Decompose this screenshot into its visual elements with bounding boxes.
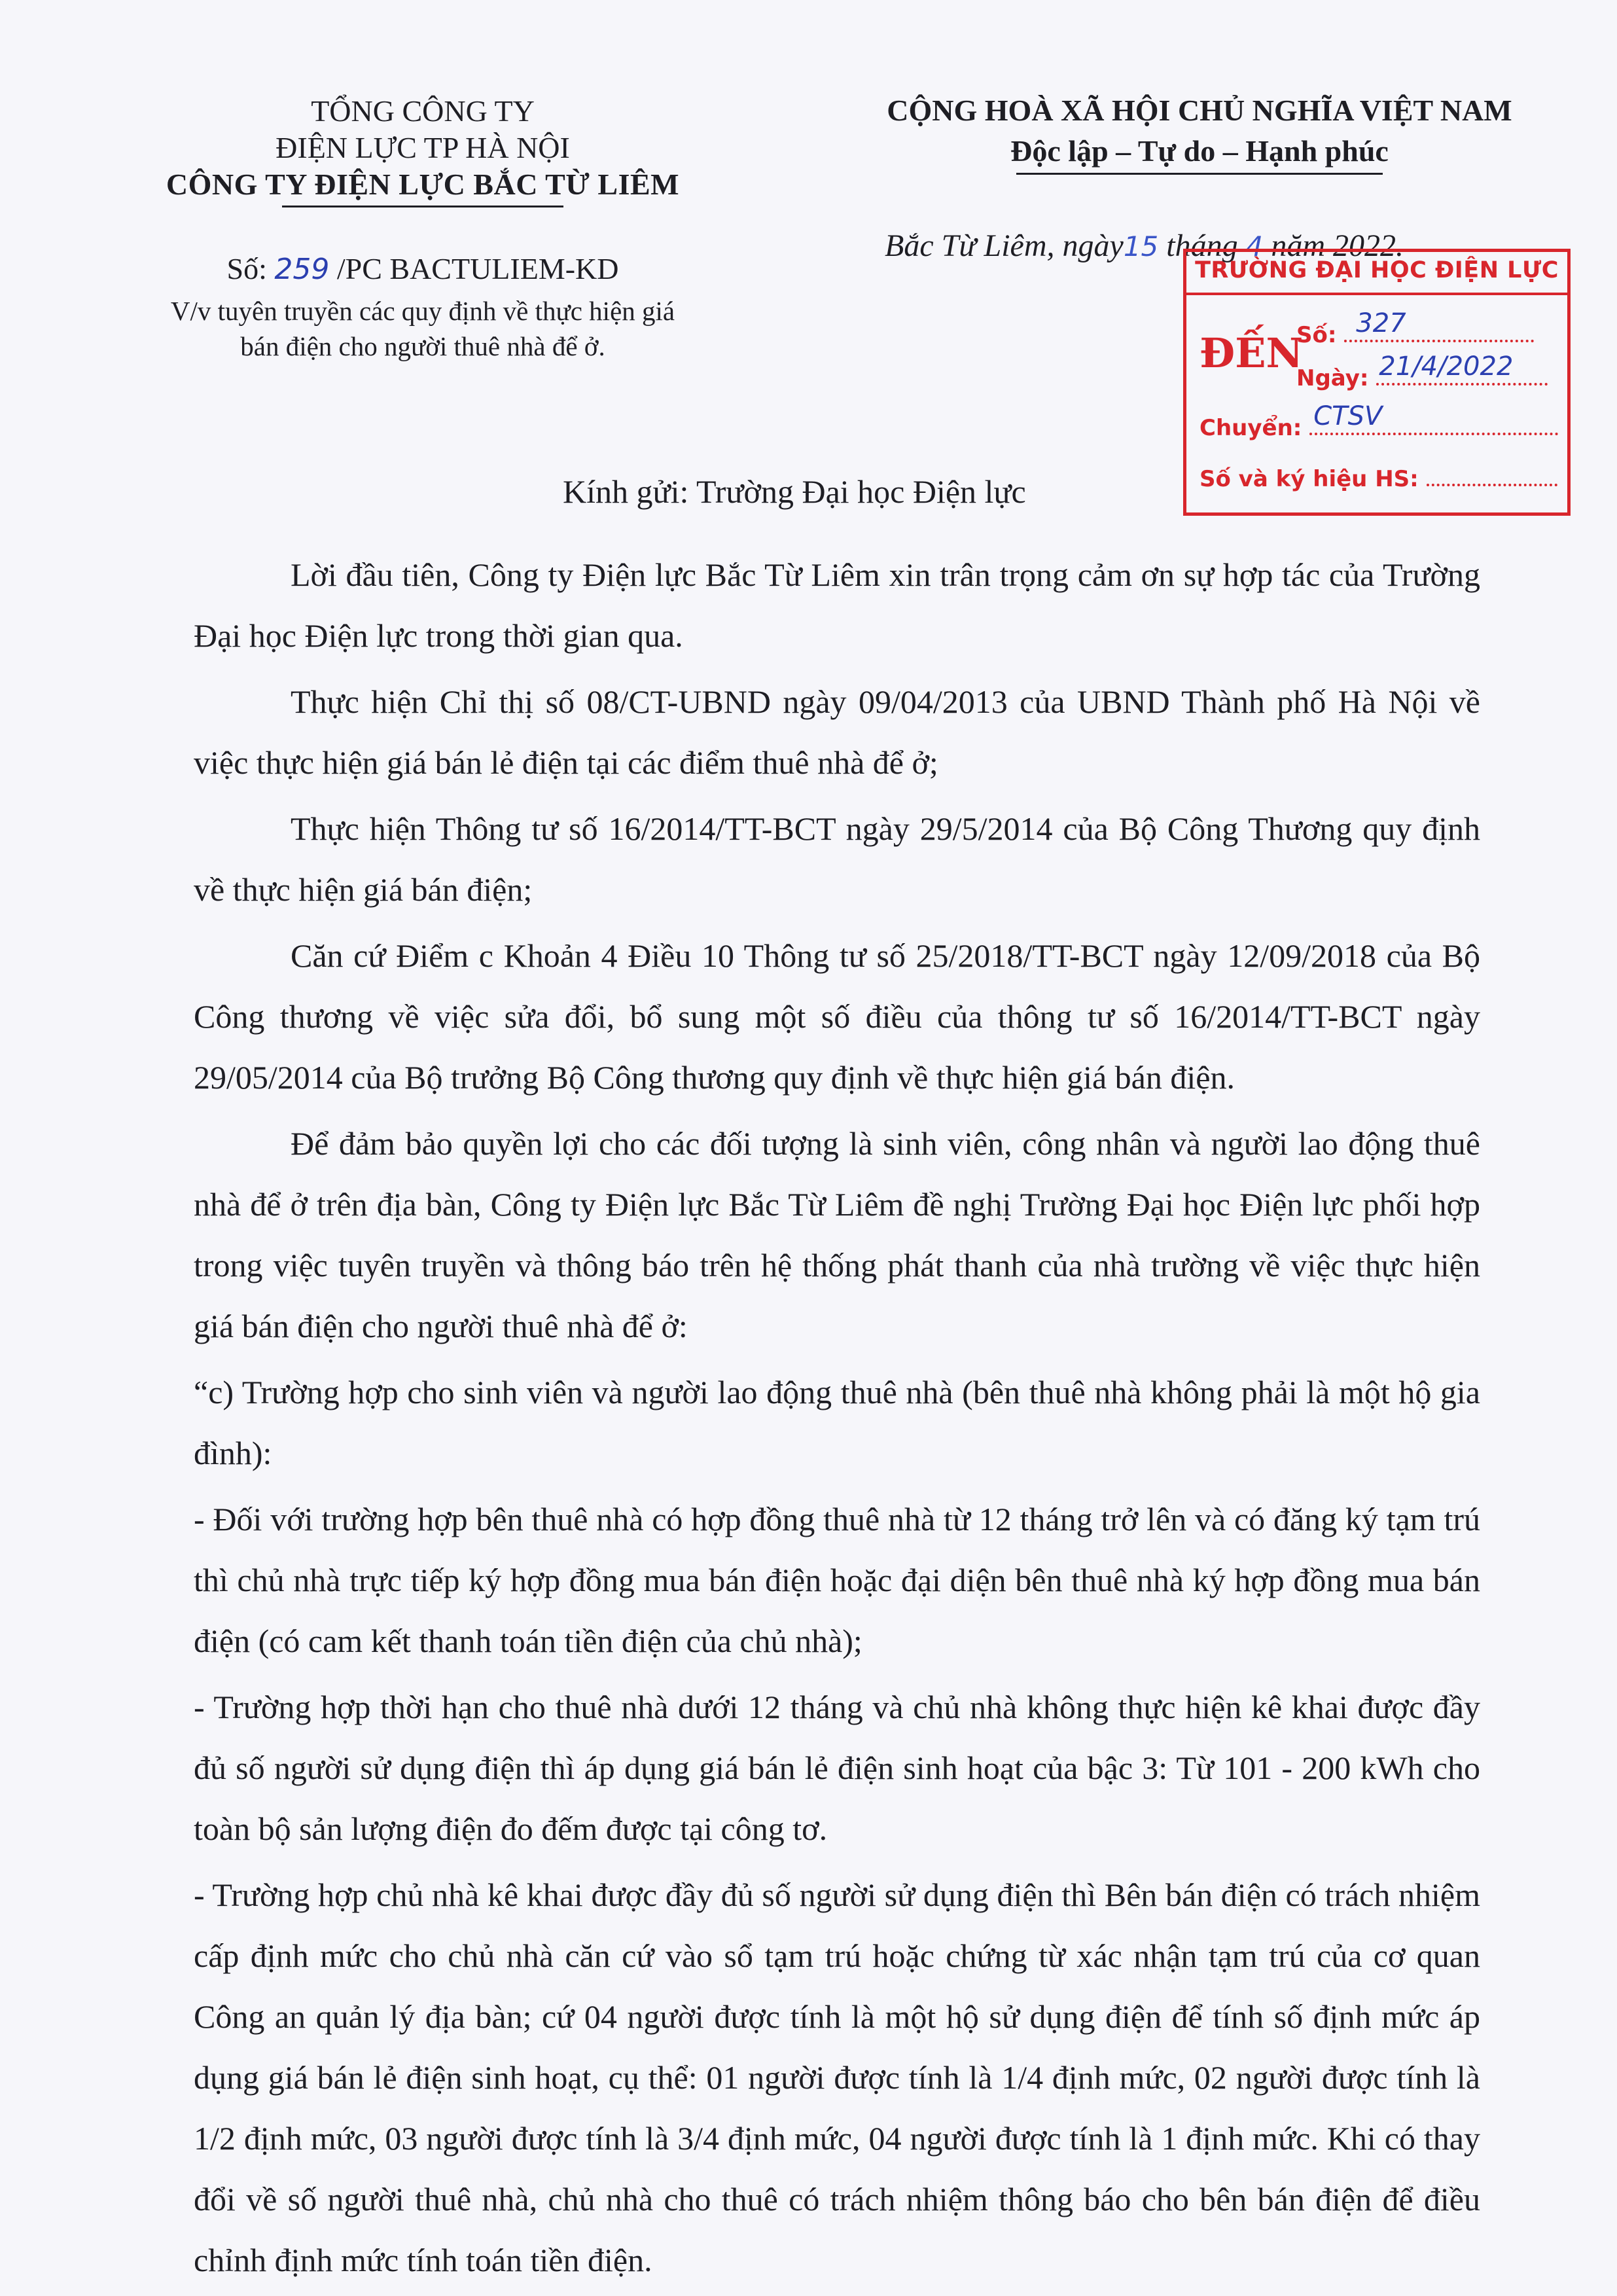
doc-number-handwritten: 259 bbox=[274, 253, 330, 286]
stamp-den: ĐẾN bbox=[1199, 329, 1304, 377]
stamp-hs-label: Số và ký hiệu HS: bbox=[1199, 466, 1419, 492]
subject-line-2: bán điện cho người thuê nhà để ở. bbox=[240, 331, 605, 361]
paragraph: Thực hiện Chỉ thị số 08/CT-UBND ngày 09/04/2013 của UBND Thành phố Hà Nội về việc thực hiện giá bán lẻ điện tại các điểm thuê nhà để ở; bbox=[194, 683, 1480, 781]
stamp-chuyen-label: Chuyển: bbox=[1199, 415, 1302, 441]
date-year: năm 2022. bbox=[1263, 228, 1404, 263]
stamp-so-value: 327 bbox=[1356, 308, 1406, 338]
stamp-chuyen-dots bbox=[1309, 401, 1558, 435]
national-motto: Độc lập – Tự do – Hạnh phúc bbox=[1010, 134, 1389, 168]
received-stamp bbox=[1183, 249, 1571, 516]
national-header bbox=[836, 90, 1563, 175]
national-title: CỘNG HOÀ XÃ HỘI CHỦ NGHĨA VIỆT NAM bbox=[887, 94, 1512, 127]
date-month-label: tháng bbox=[1158, 228, 1246, 263]
issuer-parent: TỔNG CÔNG TY bbox=[311, 94, 535, 128]
date-day: 15 bbox=[1123, 230, 1159, 262]
stamp-ngay-row bbox=[1296, 351, 1548, 391]
stamp-so-dots bbox=[1344, 308, 1534, 342]
issuer-corporation: ĐIỆN LỰC TP HÀ NỘI bbox=[275, 131, 570, 164]
bullet-item: - Trường hợp thời hạn cho thuê nhà dưới 12 tháng và chủ nhà không thực hiện kê khai được đầy đủ số người sử dụng điện thì áp dụng giá bán lẻ điện sinh hoạt của bậc 3: Từ 101 - 200 kWh cho toàn bộ sản lượng điện đo đếm được tại công tơ. bbox=[194, 1689, 1480, 1847]
date-month: 4 bbox=[1245, 230, 1264, 262]
quoted-clause: “c) Trường hợp cho sinh viên và người lao động thuê nhà (bên thuê nhà không phải là một hộ gia đình): bbox=[194, 1374, 1480, 1471]
stamp-so-row bbox=[1296, 308, 1534, 348]
paragraph: Căn cứ Điểm c Khoản 4 Điều 10 Thông tư số 25/2018/TT-BCT ngày 12/09/2018 của Bộ Công thương về việc sửa đổi, bổ sung một số điều của thông tư số 16/2014/TT-BCT ngày 29/05/2014 của Bộ trưởng Bộ Công thương quy định về thực hiện giá bán điện. bbox=[194, 937, 1480, 1096]
stamp-ngay-value: 21/4/2022 bbox=[1379, 351, 1514, 382]
letter-body bbox=[194, 545, 1480, 2296]
stamp-so-label: Số: bbox=[1296, 322, 1337, 348]
stamp-divider bbox=[1186, 293, 1567, 295]
stamp-hs-row bbox=[1199, 464, 1557, 492]
salutation: Kính gửi: Trường Đại học Điện lực bbox=[563, 473, 1026, 510]
subject-line-1: V/v tuyên truyền các quy định về thực hiện giá bbox=[170, 296, 675, 326]
paragraph: Thực hiện Thông tư số 16/2014/TT-BCT ngày 29/5/2014 của Bộ Công Thương quy định về thực hiện giá bán điện; bbox=[194, 810, 1480, 908]
bullet-item: - Đối với trường hợp bên thuê nhà có hợp đồng thuê nhà từ 12 tháng trở lên và có đăng ký tạm trú thì chủ nhà trực tiếp ký hợp đồng mua bán điện hoặc đại diện bên thuê nhà ký hợp đồng mua bán điện (có cam kết thanh toán tiền điện của chủ nhà); bbox=[194, 1501, 1480, 1659]
stamp-chuyen-value: CTSV bbox=[1313, 401, 1383, 431]
paragraph: Để đảm bảo quyền lợi cho các đối tượng là sinh viên, công nhân và người lao động thuê nhà để ở trên địa bàn, Công ty Điện lực Bắc Từ Liêm đề nghị Trường Đại học Điện lực phối hợp trong việc tuyên truyền và thông báo trên hệ thống phát thanh của nhà trường về việc thực hiện giá bán điện cho người thuê nhà để ở: bbox=[194, 1125, 1480, 1344]
doc-number-suffix: /PC BACTULIEM-KD bbox=[329, 252, 619, 285]
document-number bbox=[154, 251, 691, 286]
date-prefix: Bắc Từ Liêm, ngày bbox=[885, 228, 1124, 263]
paragraph: Lời đầu tiên, Công ty Điện lực Bắc Từ Liêm xin trân trọng cảm ơn sự hợp tác của Trường Đại học Điện lực trong thời gian qua. bbox=[194, 556, 1480, 654]
stamp-ngay-dots bbox=[1376, 351, 1548, 386]
motto-underline bbox=[1016, 173, 1383, 175]
issuer-underline bbox=[282, 206, 563, 207]
doc-number-prefix: Số: bbox=[226, 252, 275, 285]
stamp-title: TRƯỜNG ĐẠI HỌC ĐIỆN LỰC bbox=[1195, 257, 1559, 283]
stamp-hs-dots bbox=[1427, 464, 1557, 486]
bullet-item: - Trường hợp chủ nhà kê khai được đầy đủ số người sử dụng điện thì Bên bán điện có trách nhiệm cấp định mức cho chủ nhà căn cứ vào sổ tạm trú hoặc chứng từ xác nhận tạm trú của cơ quan Công an quản lý địa bàn; cứ 04 người được tính là một hộ sử dụng điện để tính số định mức áp dụng giá bán lẻ điện sinh hoạt, cụ thể: 01 người được tính là 1/4 định mức, 02 người được tính là 1/2 định mức, 03 người được tính là 3/4 định mức, 04 người được tính là 1 định mức. Khi có thay đổi về số người thuê nhà, chủ nhà cho thuê có trách nhiệm thông báo cho bên bán điện để điều chỉnh định mức tính toán tiền điện. bbox=[194, 1876, 1480, 2278]
stamp-chuyen-row bbox=[1199, 401, 1558, 441]
issuer-header bbox=[154, 93, 691, 207]
stamp-ngay-label: Ngày: bbox=[1296, 365, 1369, 391]
document-subject bbox=[154, 293, 691, 364]
issuer-company: CÔNG TY ĐIỆN LỰC BẮC TỪ LIÊM bbox=[166, 168, 680, 201]
